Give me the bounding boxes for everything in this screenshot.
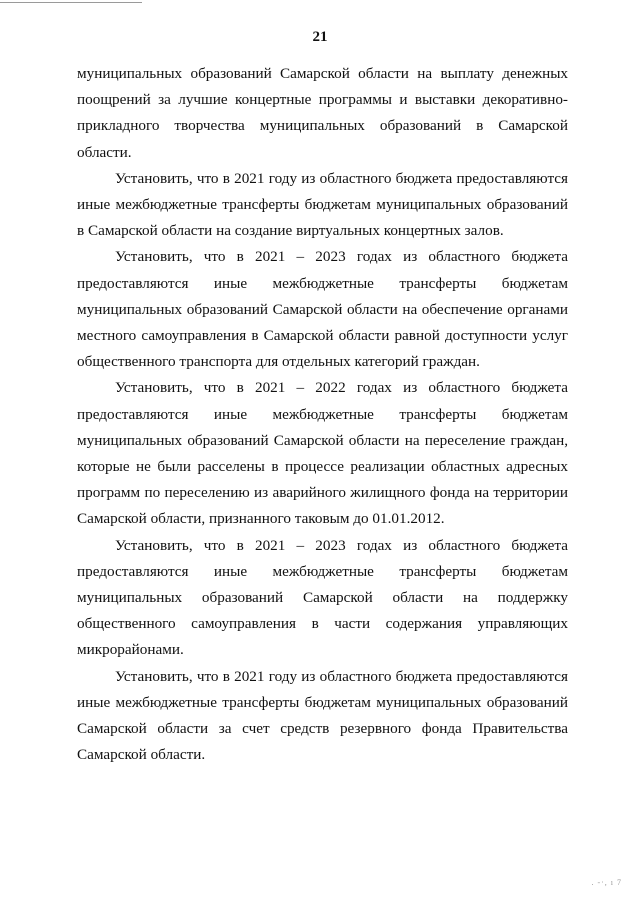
corner-mark: . -·, ı 7 [591, 878, 622, 887]
page-number: 21 [312, 29, 328, 45]
top-rule [0, 2, 142, 3]
document-body [77, 61, 568, 768]
paragraph-transport-accessibility: Установить, что в 2021 – 2023 годах из областного бюджета предоставляются иные межбюджетные трансферты бюджетам муниципальных образований Самарской области на обеспечение органами местного самоуправления в Самарской области равной доступности услуг общественного транспорта для отдельных категорий граждан. [77, 248, 568, 371]
paragraph-continuation: муниципальных образований Самарской области на выплату денежных поощрений за лучшие концертные программы и выставки декоративно-прикладного творчества муниципальных образований в Самарской области. [77, 65, 568, 161]
paragraph-reserve-fund: Установить, что в 2021 году из областного бюджета предоставляются иные межбюджетные трансферты бюджетам муниципальных образований Самарской области за счет средств резервного фонда Правительства Самарской области. [77, 667, 568, 764]
paragraph-virtual-concert-halls: Установить, что в 2021 году из областного бюджета предоставляются иные межбюджетные трансферты бюджетам муниципальных образований в Самарской области на создание виртуальных концертных залов. [77, 169, 568, 240]
paragraph-resettlement: Установить, что в 2021 – 2022 годах из областного бюджета предоставляются иные межбюджетные трансферты бюджетам муниципальных образований Самарской области на переселение граждан, которые не были расселены в процессе реализации областных адресных программ по переселению из аварийного жилищного фонда на территории Самарской области, признанного таковым до 01.01.2012. [77, 379, 568, 528]
paragraph-public-self-government: Установить, что в 2021 – 2023 годах из областного бюджета предоставляются иные межбюджетные трансферты бюджетам муниципальных образований Самарской области на поддержку общественного самоуправления в части содержания управляющих микрорайонами. [77, 536, 568, 659]
